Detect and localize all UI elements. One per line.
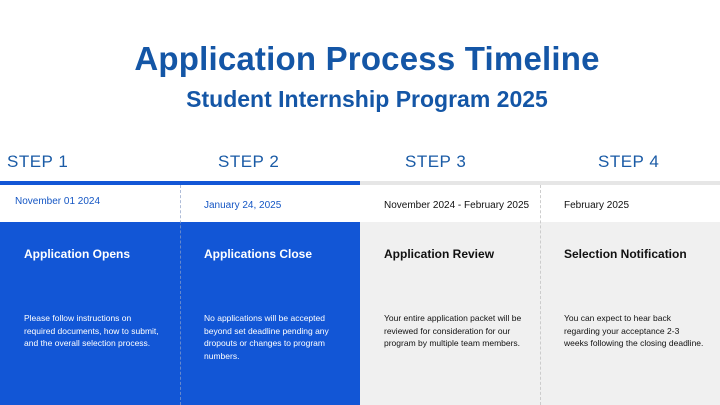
step-3-date-cell <box>360 185 540 222</box>
step-1-date-cell <box>0 185 180 222</box>
step-4-card <box>540 222 720 405</box>
step-1-card <box>0 222 180 405</box>
step-4-title: Selection Notification <box>564 247 687 261</box>
step-3-card <box>360 222 540 405</box>
step-2-title: Applications Close <box>204 247 313 261</box>
page-subtitle: Student Internship Program 2025 <box>186 86 548 112</box>
column-divider <box>540 185 541 405</box>
step-2-card <box>180 222 360 405</box>
step-2-date-cell <box>180 185 360 222</box>
step-4-date-cell <box>540 185 720 222</box>
step-2-label: STEP 2 <box>218 152 280 171</box>
column-divider <box>180 185 181 405</box>
step-4-date: February 2025 <box>564 200 630 211</box>
step-3-label: STEP 3 <box>405 152 467 171</box>
step-1-description: Please follow instructions on required documents, how to submit, and the overall selection process. <box>24 313 159 348</box>
step-3-description: Your entire application packet will be reviewed for consideration for our program by multiple team members. <box>384 313 522 348</box>
step-4-description: You can expect to hear back regarding your acceptance 2-3 weeks following the closing deadline. <box>564 313 704 348</box>
step-3-date: November 2024 - February 2025 <box>384 200 530 211</box>
step-2-description: No applications will be accepted beyond set deadline pending any dropouts or changes to program numbers. <box>204 313 329 361</box>
step-1-label: STEP 1 <box>7 152 69 171</box>
page-title: Application Process Timeline <box>134 40 600 77</box>
step-4-label: STEP 4 <box>598 152 660 171</box>
step-1-date: November 01 2024 <box>15 196 101 207</box>
step-1-title: Application Opens <box>24 247 131 261</box>
step-3-title: Application Review <box>384 247 495 261</box>
step-2-date: January 24, 2025 <box>204 200 282 211</box>
